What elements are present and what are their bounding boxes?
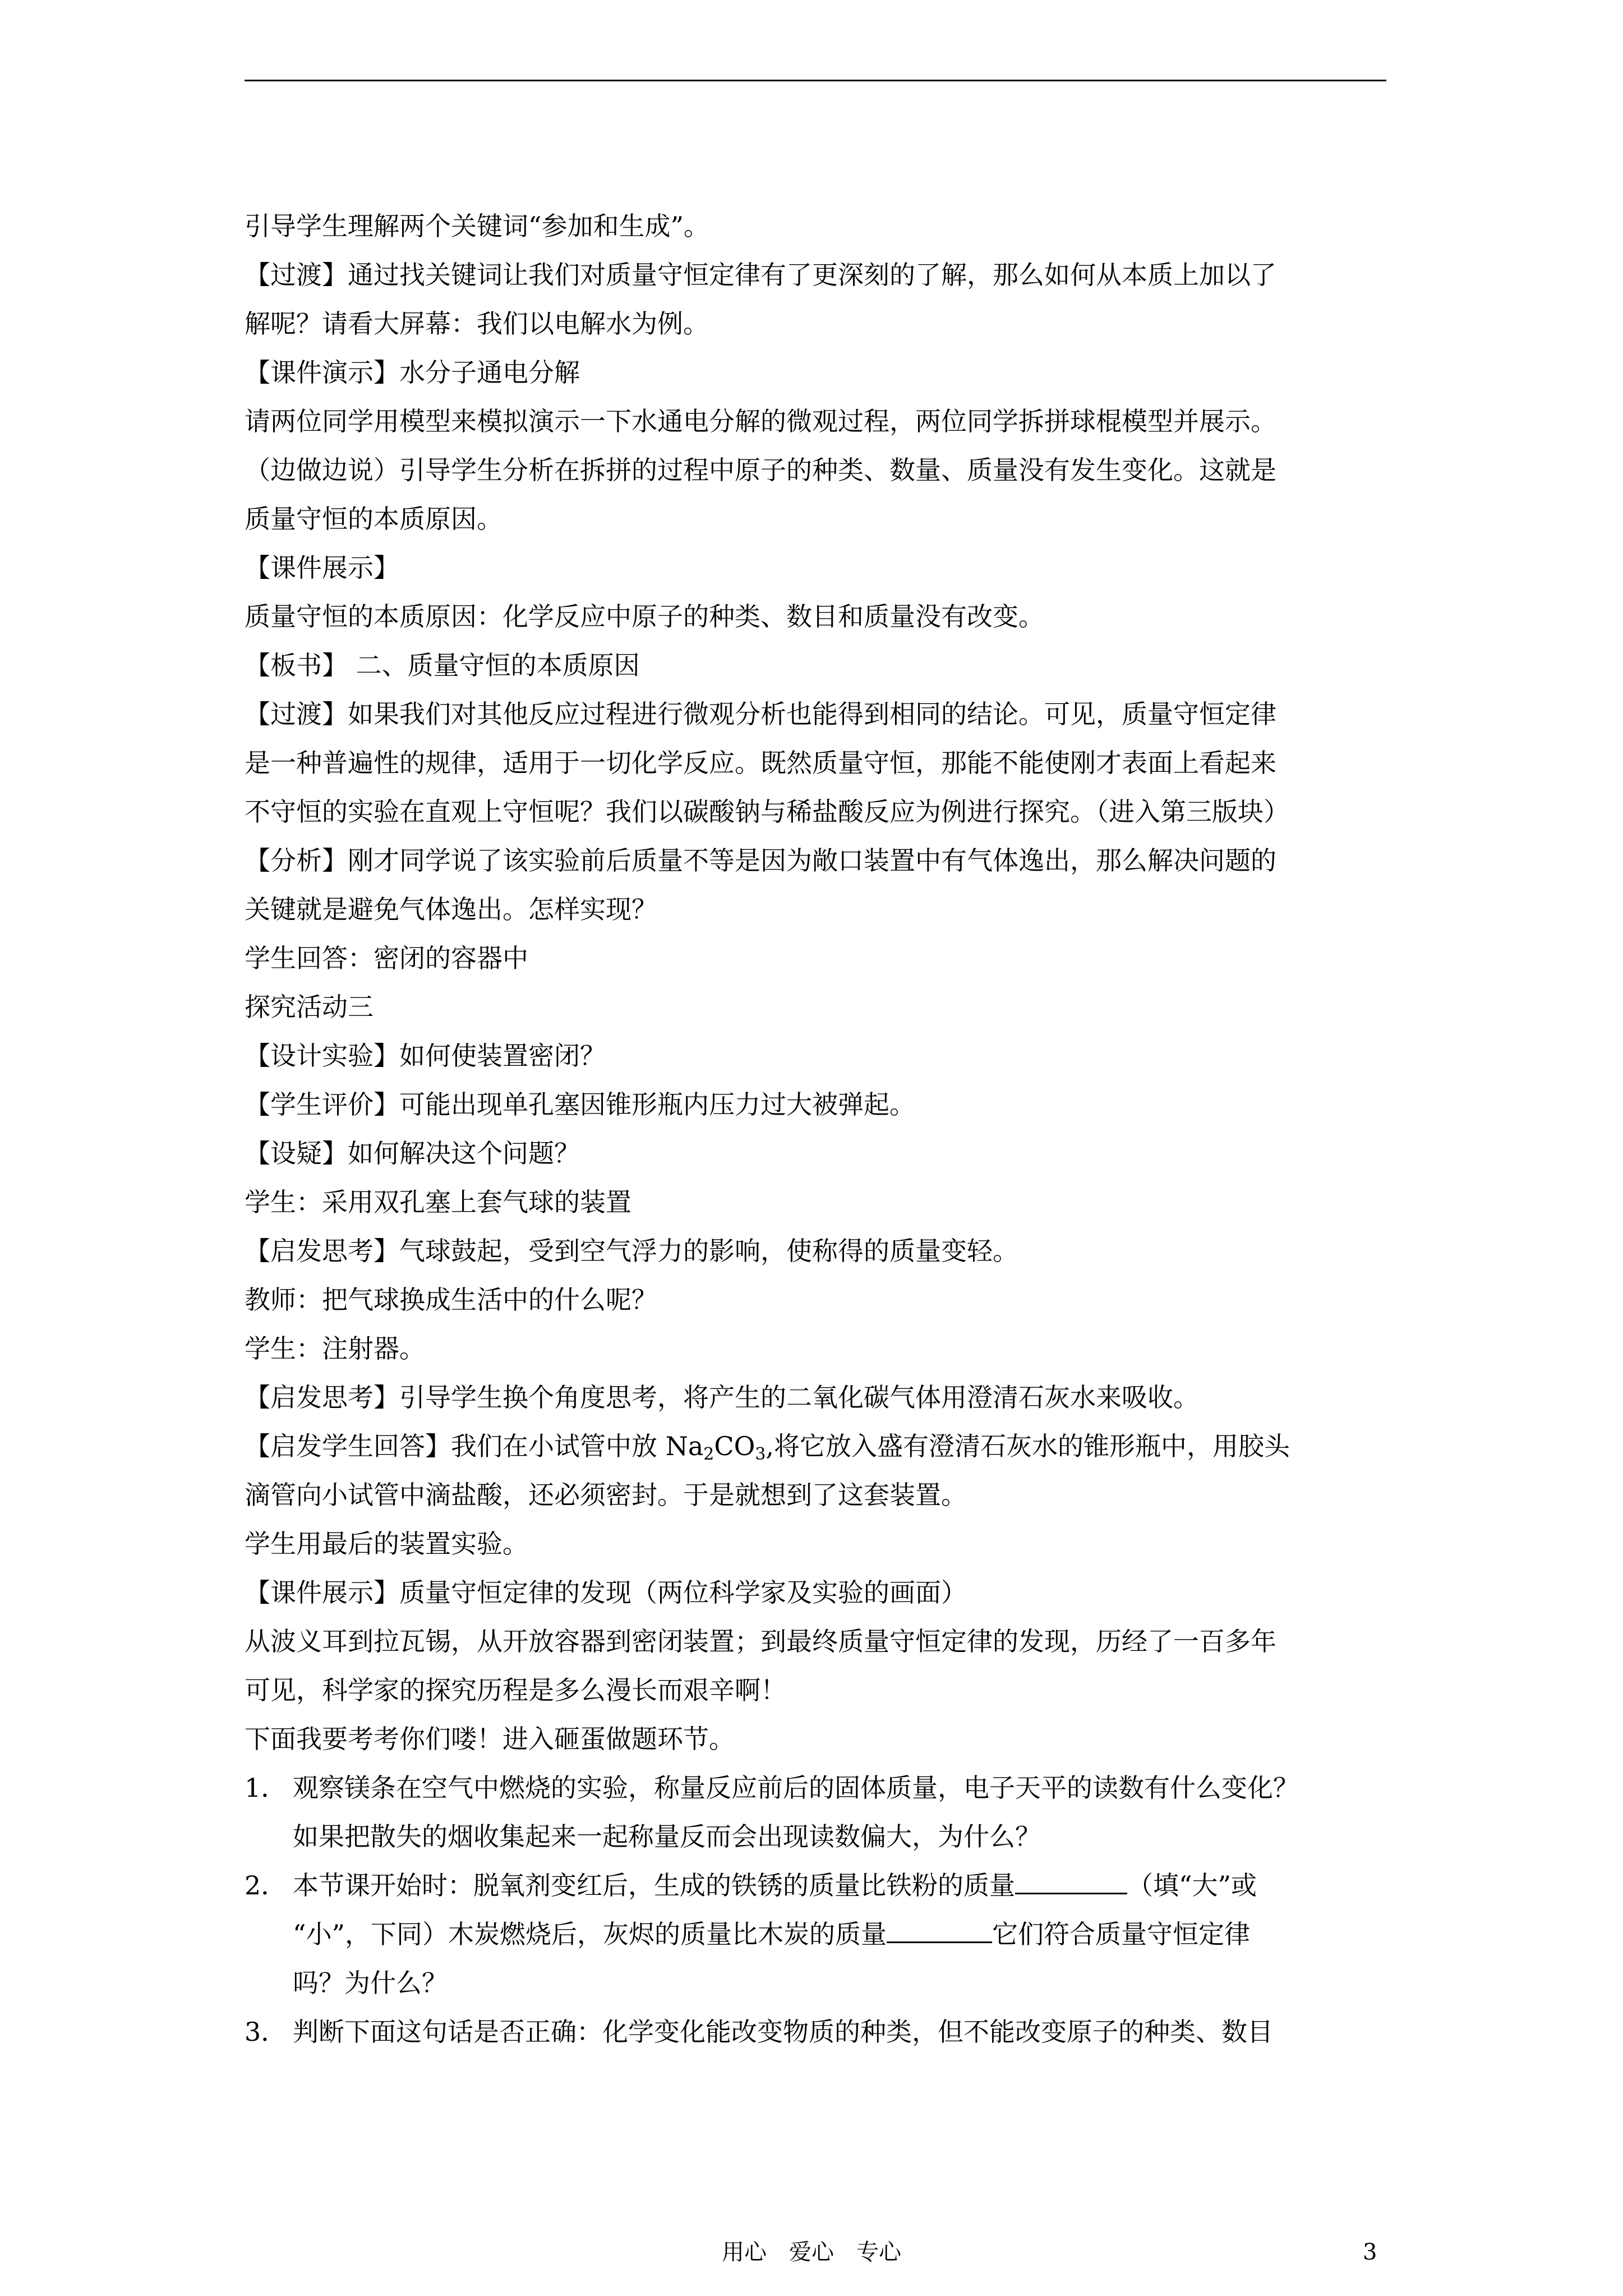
question-number: 1． [245, 1773, 287, 1803]
text-line: 质量守恒的本质原因：化学反应中原子的种类、数目和质量没有改变。 [245, 601, 1044, 632]
text-segment: “小”，下同）木炭燃烧后，灰烬的质量比木炭的质量 [293, 1919, 887, 1949]
text-line: 学生用最后的装置实验。 [245, 1529, 528, 1559]
document-body [245, 202, 1386, 2056]
text-line: 探究活动三 [245, 992, 374, 1022]
text-line: 教师：把气球换成生活中的什么呢？ [245, 1285, 657, 1315]
question-number: 3． [245, 2017, 287, 2047]
page-number: 3 [1363, 2239, 1377, 2265]
question-text: 观察镁条在空气中燃烧的实验，称量反应前后的固体质量，电子天平的读数有什么变化？ [293, 1773, 1299, 1803]
text-line: 从波义耳到拉瓦锡，从开放容器到密闭装置；到最终质量守恒定律的发现，历经了一百多年 [245, 1626, 1276, 1657]
text-line: 【课件展示】 [245, 553, 399, 583]
text-line: 【课件演示】水分子通电分解 [245, 357, 580, 388]
text-segment: （填“大”或 [1127, 1870, 1257, 1901]
text-line: 【过渡】如果我们对其他反应过程进行微观分析也能得到相同的结论。可见，质量守恒定律 [245, 699, 1276, 729]
text-line: 请两位同学用模型来模拟演示一下水通电分解的微观过程，两位同学拆拼球棍模型并展示。 [245, 406, 1276, 436]
text-line: 【过渡】通过找关键词让我们对质量守恒定律有了更深刻的了解，那么如何从本质上加以了 [245, 260, 1276, 290]
question-1 [245, 1764, 1386, 1812]
text-line: 【学生评价】可能出现单孔塞因锥形瓶内压力过大被弹起。 [245, 1089, 915, 1120]
text-line: 【设计实验】如何使装置密闭？ [245, 1041, 606, 1071]
subscript: 2 [703, 1444, 714, 1464]
text-line: 【启发思考】引导学生换个角度思考，将产生的二氧化碳气体用澄清石灰水来吸收。 [245, 1382, 1199, 1412]
text-line: 学生：采用双孔塞上套气球的装置 [245, 1187, 631, 1217]
text-line: 【分析】刚才同学说了该实验前后质量不等是因为敞口装置中有气体逸出，那么解决问题的 [245, 845, 1276, 876]
text-line: 滴管向小试管中滴盐酸，还必须密封。于是就想到了这套装置。 [245, 1480, 967, 1510]
text-segment: 【启发学生回答】我们在小试管中放 Na [245, 1431, 704, 1461]
text-line: 【设疑】如何解决这个问题？ [245, 1138, 580, 1168]
text-line: 学生：注射器。 [245, 1333, 425, 1364]
text-line: 解呢？请看大屏幕：我们以电解水为例。 [245, 309, 709, 339]
text-line: 关键就是避免气体逸出。怎样实现？ [245, 894, 657, 924]
text-segment: 本节课开始时：脱氧剂变红后，生成的铁锈的质量比铁粉的质量 [293, 1870, 1015, 1901]
text-line: 下面我要考考你们喽！进入砸蛋做题环节。 [245, 1724, 735, 1754]
text-line: 学生回答：密闭的容器中 [245, 943, 528, 973]
answer-blank[interactable] [1015, 1869, 1127, 1894]
question-3 [245, 2008, 1386, 2056]
text-segment: ,将它放入盛有澄清石灰水的锥形瓶中，用胶头 [766, 1431, 1290, 1461]
text-line: 不守恒的实验在直观上守恒呢？我们以碳酸钠与稀盐酸反应为例进行探究。（进入第三版块） [245, 797, 1289, 827]
text-line: 【启发思考】气球鼓起，受到空气浮力的影响，使称得的质量变轻。 [245, 1236, 1018, 1266]
question-number: 2． [245, 1870, 287, 1901]
question-text-continued: 吗？为什么？ [293, 1968, 448, 1998]
header-rule [245, 80, 1386, 81]
text-line: 是一种普遍性的规律，适用于一切化学反应。既然质量守恒，那能不能使刚才表面上看起来 [245, 748, 1276, 778]
question-text-continued: 如果把散失的烟收集起来一起称量反而会出现读数偏大，为什么？ [293, 1821, 1041, 1852]
answer-blank[interactable] [887, 1918, 992, 1943]
question-text-continued [245, 1910, 1386, 1959]
formula-line [245, 1422, 1386, 1471]
text-line: 质量守恒的本质原因。 [245, 504, 502, 534]
text-line: （边做边说）引导学生分析在拆拼的过程中原子的种类、数量、质量没有发生变化。这就是 [245, 455, 1276, 485]
footer-slogan: 用心 爱心 专心 [722, 2239, 901, 2265]
text-line: 引导学生理解两个关键词“参加和生成”。 [245, 211, 710, 241]
text-segment: 它们符合质量守恒定律 [992, 1919, 1251, 1949]
text-line: 【板书】 二、质量守恒的本质原因 [245, 650, 640, 680]
text-line: 【课件展示】质量守恒定律的发现（两位科学家及实验的画面） [245, 1577, 967, 1608]
question-2 [245, 1861, 1386, 1910]
subscript: 3 [755, 1444, 766, 1464]
question-text: 判断下面这句话是否正确：化学变化能改变物质的种类，但不能改变原子的种类、数目 [293, 2017, 1273, 2047]
question-text [293, 1861, 1257, 1910]
text-line: 可见，科学家的探究历程是多么漫长而艰辛啊！ [245, 1675, 786, 1705]
text-segment: CO [714, 1431, 755, 1461]
